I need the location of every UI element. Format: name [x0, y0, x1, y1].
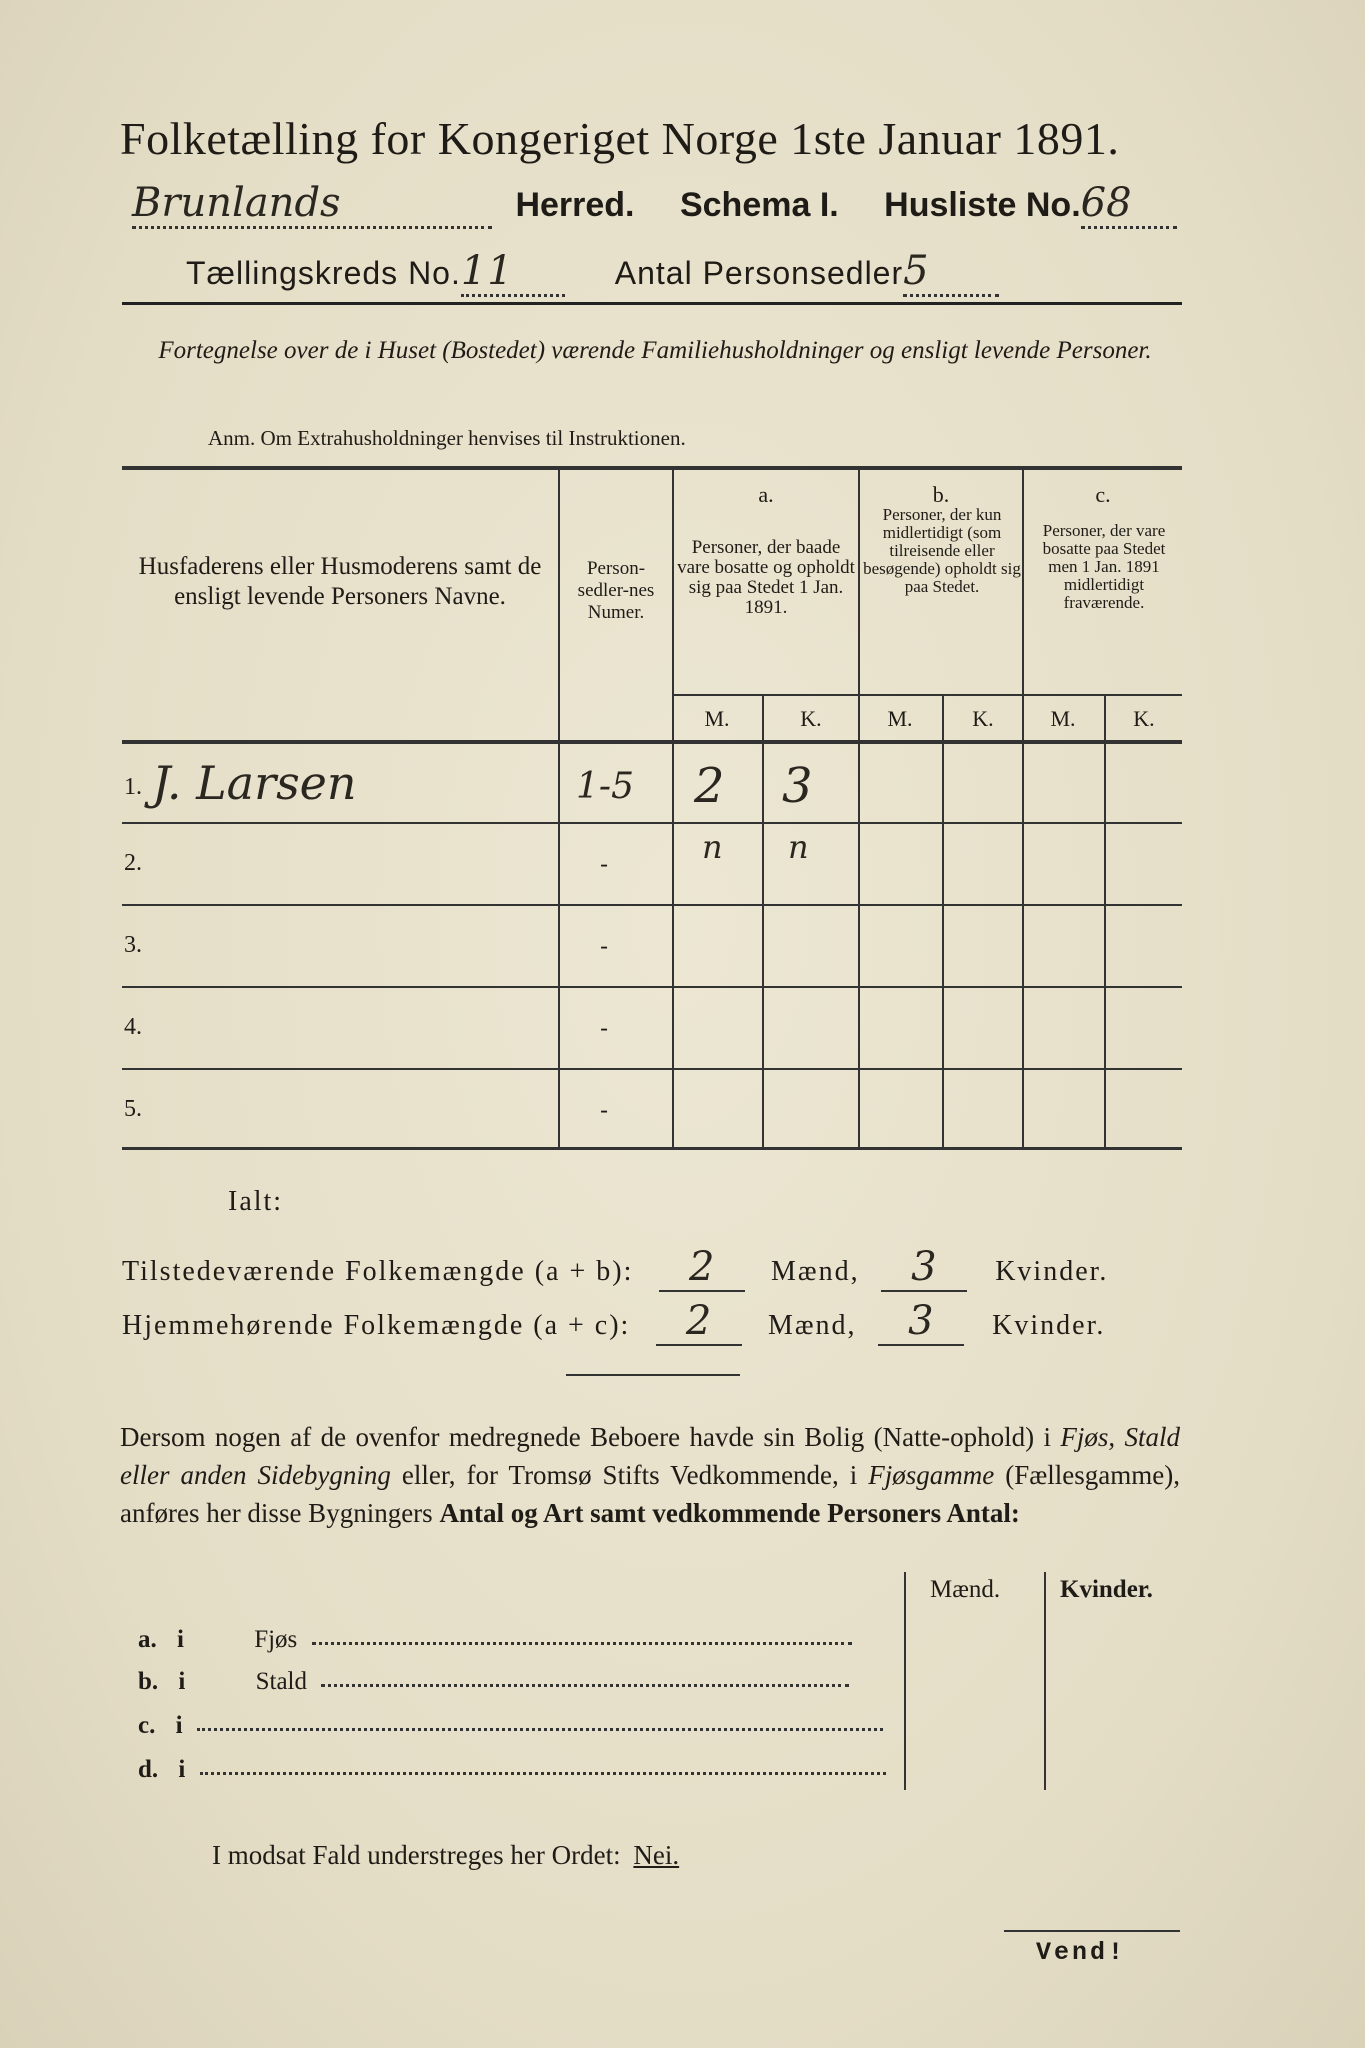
form-title: Folketælling for Kongeriget Norge 1ste Januar 1891. — [120, 113, 1120, 164]
col-b-header: Personer, der kun midlertidigt (som tilreisende eller besøgende) opholdt sig paa Stedet. — [863, 505, 1021, 596]
ialt-label: Ialt: — [228, 1186, 284, 1217]
bygning-paragraph — [120, 1418, 1180, 1532]
para-italic-1: Fjøs, Stald eller anden Sidebygning — [120, 1422, 1180, 1490]
form-note: Anm. Om Extrahusholdninger henvises til Instruktionen. — [208, 426, 686, 450]
row-name: J. Larsen — [152, 756, 357, 810]
item-letter: b. — [138, 1668, 159, 1695]
item-letter: c. — [138, 1712, 156, 1739]
tilstede-k: 3 — [881, 1244, 967, 1292]
table-row — [122, 990, 1182, 1070]
row-number: 4. — [124, 1014, 142, 1040]
table-row — [122, 1072, 1182, 1148]
bygning-kvinder-header: Kvinder. — [1060, 1576, 1153, 1603]
item-i: i — [178, 1756, 186, 1783]
row-numer: - — [600, 1096, 609, 1124]
col-c-k-label: K. — [1133, 706, 1155, 731]
header-rule — [122, 302, 1182, 305]
col-b-k-label: K. — [972, 706, 994, 731]
item-i: i — [177, 1626, 184, 1653]
hjemme-m: 2 — [656, 1298, 742, 1346]
antal-label: Antal Personsedler — [614, 255, 904, 291]
nei-word: Nei. — [633, 1840, 680, 1870]
hjemme-k: 3 — [878, 1298, 964, 1346]
bygning-item-a — [138, 1626, 852, 1654]
herred-value: Brunlands — [132, 180, 492, 229]
schema-label: Schema I. — [679, 186, 839, 224]
item-dots — [312, 1638, 852, 1645]
antal-value: 5 — [903, 248, 999, 297]
row-a-m: n — [702, 828, 723, 866]
tilstede-kvinder: Kvinder. — [995, 1256, 1109, 1287]
item-i: i — [178, 1668, 186, 1695]
row-a-k: n — [788, 828, 809, 866]
para-text-3: (Fællesgamme), anføres her disse Bygningers — [120, 1460, 1180, 1528]
tilstede-m: 2 — [659, 1244, 745, 1292]
item-label: Stald — [255, 1668, 308, 1695]
col-num-header: Person-sedler-nes Numer. — [577, 558, 655, 623]
kreds-line — [186, 248, 999, 297]
bygning-maend-header: Mænd. — [930, 1576, 1001, 1603]
hjemme-maend: Mænd, — [767, 1310, 857, 1341]
tilstede-label: Tilstedeværende Folkemængde (a + b): — [122, 1256, 634, 1287]
kreds-label: Tællingskreds No. — [186, 255, 461, 291]
row-a-m: 2 — [694, 758, 725, 814]
bygning-item-b — [138, 1668, 849, 1696]
table-row — [122, 744, 1182, 824]
col-a-letter: a. — [758, 482, 774, 507]
row-numer: - — [600, 932, 609, 960]
col-a-header: Personer, der baade vare bosatte og opholdt sig paa Stedet 1 Jan. 1891. — [677, 537, 855, 618]
row-number: 5. — [124, 1096, 142, 1122]
row-number: 2. — [124, 850, 142, 876]
item-label: Fjøs — [254, 1626, 298, 1653]
row-number: 1. — [124, 774, 142, 800]
divider — [566, 1374, 740, 1376]
item-letter: a. — [138, 1626, 157, 1653]
vend-rule — [1004, 1930, 1180, 1932]
row-numer: - — [600, 1014, 609, 1042]
col-a-m-label: M. — [704, 706, 730, 731]
tilstede-maend: Mænd, — [771, 1256, 860, 1287]
hjemme-label: Hjemmehørende Folkemængde (a + c): — [122, 1310, 631, 1341]
col-name-header: Husfaderens eller Husmoderens samt de ensligt levende Personers Navne. — [138, 553, 542, 610]
col-b-letter: b. — [932, 482, 950, 507]
col-b-m-label: M. — [887, 706, 913, 731]
hjemme-kvinder: Kvinder. — [992, 1310, 1106, 1341]
hjemme-line — [122, 1298, 1105, 1346]
item-letter: d. — [138, 1756, 159, 1783]
col-a-k-label: K. — [800, 706, 822, 731]
kreds-value: 11 — [461, 248, 565, 297]
row-a-k: 3 — [782, 758, 813, 814]
row-numer: 1-5 — [576, 766, 634, 807]
para-text-2: eller, for Tromsø Stifts Vedkommende, i — [390, 1460, 869, 1490]
bygning-divider-1 — [904, 1572, 906, 1790]
household-table — [122, 466, 1182, 1151]
bygning-item-d — [138, 1756, 886, 1784]
herred-label: Herred. — [515, 186, 635, 224]
bygning-divider-2 — [1044, 1572, 1046, 1790]
bygning-item-c — [138, 1712, 883, 1740]
item-i: i — [175, 1712, 183, 1739]
para-italic-2: Fjøsgamme — [868, 1460, 995, 1490]
col-c-letter: c. — [1095, 482, 1111, 507]
tilstede-line — [122, 1244, 1108, 1292]
col-c-header: Personer, der vare bosatte paa Stedet men 1 Jan. 1891 midlertidigt fraværende. — [1042, 521, 1166, 612]
husliste-label: Husliste No. — [884, 186, 1081, 224]
row-numer: - — [600, 850, 609, 878]
col-c-m-label: M. — [1050, 706, 1076, 731]
item-dots — [200, 1768, 886, 1775]
table-row — [122, 908, 1182, 988]
husliste-value: 68 — [1081, 180, 1177, 229]
table-row — [122, 826, 1182, 906]
para-bold: Antal og Art samt vedkommende Personers Antal: — [439, 1498, 1020, 1528]
item-dots — [321, 1680, 849, 1687]
item-dots — [197, 1724, 883, 1731]
modsat-label: I modsat Fald understreges her Ordet: — [212, 1840, 621, 1870]
herred-line — [132, 180, 1177, 229]
modsat-line — [212, 1840, 679, 1871]
para-text-1: Dersom nogen af de ovenfor medregnede Beboere havde sin Bolig (Natte-ophold) i — [120, 1422, 1061, 1452]
form-description: Fortegnelse over de i Huset (Bostedet) værende Familiehusholdninger og ensligt levende Personer. — [158, 337, 1152, 364]
row-number: 3. — [124, 932, 142, 958]
vend-label: Vend! — [1036, 1938, 1127, 1967]
